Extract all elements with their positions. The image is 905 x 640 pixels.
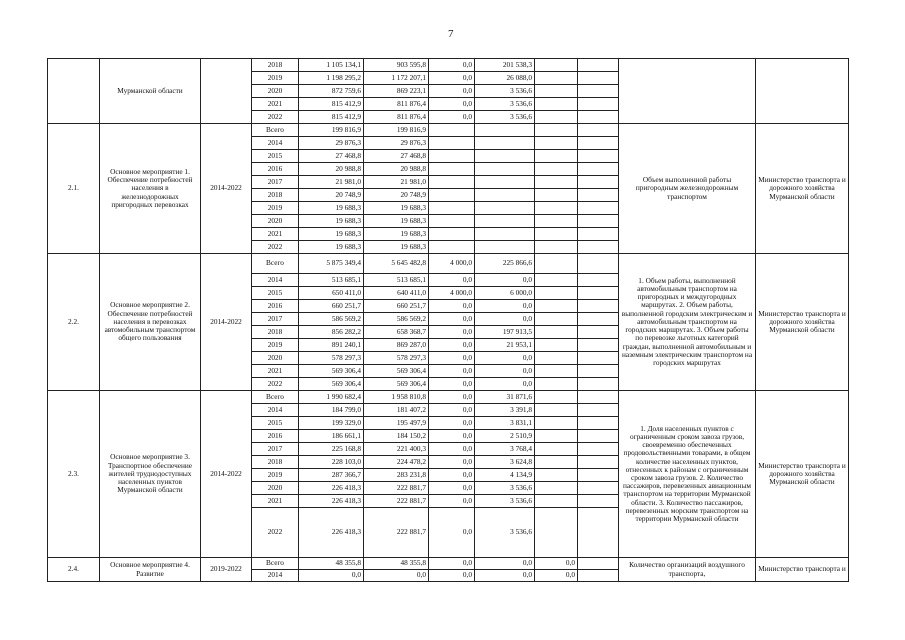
amount-cell: 660 251,7 (299, 300, 364, 313)
table-row (48, 254, 849, 274)
amount-cell: 19 688,3 (299, 241, 364, 254)
amount-cell: 283 231,8 (364, 469, 429, 482)
indicator-cell: 1. Доля населенных пунктов с ограниченным сроком завоза грузов, своевременно обеспеченных продовольственными товарами, в общем количестве населенных пунктов, отнесенных к районам с ограниченным сроком завоза грузов. 2. Количество пассажиров, перевезенных авиационным транспортом на территории Мурманской области. 3. Количество пассажиров, перевезенных морским транспортом на территории Мурманской области (619, 391, 756, 558)
amount-cell (475, 124, 535, 137)
amount-cell: 0,0 (429, 508, 475, 558)
empty-cell (578, 215, 619, 228)
year-cell: 2022 (252, 241, 299, 254)
amount-cell (535, 215, 578, 228)
amount-cell: 4 134,9 (475, 469, 535, 482)
amount-cell (535, 365, 578, 378)
activity-name: Основное мероприятие 2. Обеспечение потребностей населения в перевозках автомобильным транспортом общего пользования (100, 254, 201, 391)
year-cell: 2021 (252, 98, 299, 111)
amount-cell: 222 881,7 (364, 482, 429, 495)
responsible-cell (756, 59, 849, 124)
amount-cell: 569 306,4 (299, 378, 364, 391)
amount-cell: 0,0 (475, 352, 535, 365)
responsible-cell: Министерство транспорта и дорожного хозяйства Мурманской области (756, 124, 849, 254)
amount-cell: 3 536,6 (475, 111, 535, 124)
table-row (48, 558, 849, 570)
amount-cell (535, 228, 578, 241)
amount-cell: 27 468,8 (299, 150, 364, 163)
empty-cell (578, 570, 619, 582)
empty-cell (578, 313, 619, 326)
year-cell: 2021 (252, 228, 299, 241)
year-cell: 2019 (252, 339, 299, 352)
amount-cell: 48 355,8 (299, 558, 364, 570)
amount-cell: 578 297,3 (364, 352, 429, 365)
empty-cell (578, 456, 619, 469)
activity-number: 2.4. (48, 558, 100, 582)
year-cell: 2021 (252, 495, 299, 508)
year-cell: 2020 (252, 215, 299, 228)
empty-cell (578, 202, 619, 215)
year-cell: 2022 (252, 508, 299, 558)
empty-cell (578, 300, 619, 313)
amount-cell (535, 72, 578, 85)
amount-cell: 199 816,9 (299, 124, 364, 137)
amount-cell: 1 958 810,8 (364, 391, 429, 404)
amount-cell: 48 355,8 (364, 558, 429, 570)
amount-cell: 0,0 (475, 274, 535, 287)
amount-cell: 1 198 295,2 (299, 72, 364, 85)
empty-cell (578, 378, 619, 391)
year-cell: 2019 (252, 72, 299, 85)
amount-cell: 0,0 (429, 339, 475, 352)
amount-cell: 3 624,8 (475, 456, 535, 469)
amount-cell: 0,0 (535, 558, 578, 570)
amount-cell: 0,0 (475, 365, 535, 378)
empty-cell (578, 391, 619, 404)
amount-cell: 0,0 (475, 378, 535, 391)
amount-cell: 226 418,3 (299, 482, 364, 495)
empty-cell (578, 98, 619, 111)
amount-cell (475, 241, 535, 254)
amount-cell (535, 469, 578, 482)
activity-period: 2014-2022 (201, 124, 252, 254)
amount-cell: 19 688,3 (364, 202, 429, 215)
amount-cell: 640 411,0 (364, 287, 429, 300)
amount-cell: 0,0 (429, 417, 475, 430)
amount-cell: 3 536,6 (475, 495, 535, 508)
amount-cell: 20 988,8 (299, 163, 364, 176)
amount-cell: 221 400,3 (364, 443, 429, 456)
amount-cell: 0,0 (429, 391, 475, 404)
amount-cell (535, 176, 578, 189)
amount-cell: 19 688,3 (299, 202, 364, 215)
amount-cell: 0,0 (429, 365, 475, 378)
amount-cell: 658 368,7 (364, 326, 429, 339)
amount-cell: 0,0 (475, 313, 535, 326)
amount-cell (535, 163, 578, 176)
amount-cell: 199 329,0 (299, 417, 364, 430)
amount-cell (535, 98, 578, 111)
amount-cell: 0,0 (429, 111, 475, 124)
amount-cell: 0,0 (429, 404, 475, 417)
amount-cell (475, 150, 535, 163)
empty-cell (578, 443, 619, 456)
amount-cell: 224 478,2 (364, 456, 429, 469)
amount-cell: 0,0 (429, 378, 475, 391)
amount-cell: 20 748,9 (299, 189, 364, 202)
activity-number (48, 59, 100, 124)
amount-cell (535, 150, 578, 163)
amount-cell (535, 137, 578, 150)
year-cell: 2015 (252, 150, 299, 163)
indicator-cell: Количество организаций воздушного транспорта, (619, 558, 756, 582)
amount-cell (535, 352, 578, 365)
amount-cell: 3 391,8 (475, 404, 535, 417)
empty-cell (578, 482, 619, 495)
amount-cell (535, 59, 578, 72)
responsible-cell: Министерство транспорта и дорожного хозяйства Мурманской области (756, 254, 849, 391)
year-cell: 2018 (252, 59, 299, 72)
amount-cell (535, 495, 578, 508)
amount-cell (535, 404, 578, 417)
year-cell: Всего (252, 391, 299, 404)
amount-cell: 3 536,6 (475, 482, 535, 495)
year-cell: 2014 (252, 570, 299, 582)
amount-cell (429, 202, 475, 215)
empty-cell (578, 508, 619, 558)
amount-cell: 0,0 (429, 456, 475, 469)
amount-cell: 660 251,7 (364, 300, 429, 313)
amount-cell: 1 172 207,1 (364, 72, 429, 85)
amount-cell: 26 088,0 (475, 72, 535, 85)
amount-cell: 0,0 (429, 313, 475, 326)
empty-cell (578, 365, 619, 378)
amount-cell: 222 881,7 (364, 508, 429, 558)
activity-name: Основное мероприятие 1. Обеспечение потребностей населения в железнодорожных пригородных перевозках (100, 124, 201, 254)
empty-cell (578, 111, 619, 124)
year-cell: 2018 (252, 456, 299, 469)
year-cell: 2016 (252, 300, 299, 313)
amount-cell (535, 378, 578, 391)
amount-cell: 184 150,2 (364, 430, 429, 443)
activity-period: 2014-2022 (201, 391, 252, 558)
empty-cell (578, 72, 619, 85)
amount-cell: 0,0 (429, 59, 475, 72)
amount-cell: 19 688,3 (299, 215, 364, 228)
year-cell: 2017 (252, 443, 299, 456)
amount-cell: 225 168,8 (299, 443, 364, 456)
amount-cell: 181 407,2 (364, 404, 429, 417)
amount-cell: 5 875 349,4 (299, 254, 364, 274)
amount-cell (535, 417, 578, 430)
amount-cell: 0,0 (429, 72, 475, 85)
amount-cell: 0,0 (429, 352, 475, 365)
amount-cell: 3 536,6 (475, 98, 535, 111)
amount-cell: 287 366,7 (299, 469, 364, 482)
amount-cell (429, 189, 475, 202)
year-cell: 2020 (252, 85, 299, 98)
amount-cell: 3 536,6 (475, 508, 535, 558)
amount-cell (535, 326, 578, 339)
year-cell: 2018 (252, 326, 299, 339)
empty-cell (578, 287, 619, 300)
amount-cell: 0,0 (429, 558, 475, 570)
empty-cell (578, 137, 619, 150)
amount-cell (535, 287, 578, 300)
amount-cell (475, 189, 535, 202)
amount-cell (429, 124, 475, 137)
amount-cell (429, 241, 475, 254)
table-row (48, 59, 849, 72)
empty-cell (578, 254, 619, 274)
amount-cell: 31 871,6 (475, 391, 535, 404)
amount-cell: 0,0 (475, 300, 535, 313)
indicator-cell: Объем выполненной работы пригородным железнодорожным транспортом (619, 124, 756, 254)
amount-cell (535, 313, 578, 326)
empty-cell (578, 59, 619, 72)
amount-cell (535, 508, 578, 558)
amount-cell (535, 456, 578, 469)
empty-cell (578, 495, 619, 508)
amount-cell: 201 538,3 (475, 59, 535, 72)
empty-cell (578, 163, 619, 176)
amount-cell: 21 981,0 (364, 176, 429, 189)
amount-cell: 195 497,9 (364, 417, 429, 430)
amount-cell: 29 876,3 (364, 137, 429, 150)
amount-cell: 0,0 (475, 558, 535, 570)
year-cell: 2021 (252, 365, 299, 378)
amount-cell (429, 228, 475, 241)
responsible-cell: Министерство транспорта и (756, 558, 849, 582)
amount-cell (429, 150, 475, 163)
amount-cell (535, 339, 578, 352)
amount-cell (429, 137, 475, 150)
responsible-cell: Министерство транспорта и дорожного хозяйства Мурманской области (756, 391, 849, 558)
amount-cell: 0,0 (429, 85, 475, 98)
empty-cell (578, 189, 619, 202)
amount-cell: 2 510,9 (475, 430, 535, 443)
year-cell: 2014 (252, 274, 299, 287)
empty-cell (578, 124, 619, 137)
page-number: 7 (448, 28, 454, 40)
amount-cell: 650 411,0 (299, 287, 364, 300)
amount-cell (535, 482, 578, 495)
amount-cell (535, 300, 578, 313)
amount-cell (429, 176, 475, 189)
amount-cell: 0,0 (429, 274, 475, 287)
amount-cell (475, 202, 535, 215)
indicator-cell (619, 59, 756, 124)
activity-period (201, 59, 252, 124)
amount-cell: 20 748,9 (364, 189, 429, 202)
amount-cell: 872 759,6 (299, 85, 364, 98)
amount-cell: 513 685,1 (364, 274, 429, 287)
amount-cell: 0,0 (535, 570, 578, 582)
amount-cell (535, 241, 578, 254)
amount-cell (535, 189, 578, 202)
amount-cell: 222 881,7 (364, 495, 429, 508)
amount-cell: 0,0 (429, 98, 475, 111)
amount-cell: 226 418,3 (299, 508, 364, 558)
activity-period: 2019-2022 (201, 558, 252, 582)
amount-cell (535, 124, 578, 137)
amount-cell (535, 202, 578, 215)
amount-cell: 0,0 (429, 495, 475, 508)
amount-cell: 3 768,4 (475, 443, 535, 456)
amount-cell (475, 163, 535, 176)
amount-cell: 0,0 (429, 482, 475, 495)
amount-cell: 0,0 (475, 570, 535, 582)
amount-cell: 0,0 (429, 300, 475, 313)
year-cell: 2014 (252, 137, 299, 150)
empty-cell (578, 558, 619, 570)
amount-cell: 21 953,1 (475, 339, 535, 352)
year-cell: 2022 (252, 378, 299, 391)
amount-cell: 811 876,4 (364, 98, 429, 111)
empty-cell (578, 176, 619, 189)
empty-cell (578, 404, 619, 417)
activity-number: 2.3. (48, 391, 100, 558)
amount-cell (535, 274, 578, 287)
indicator-cell: 1. Объем работы, выполненной автомобильным транспортом на пригородных и междугородных маршрутах. 2. Объем работы, выполненной городским электрическим и автомобильным транспортом на городских маршрутах. 3. Объем работы по перевозке льготных категорий граждан, выполненной автомобильным и наземным электрическим транспортом на городских маршрутах (619, 254, 756, 391)
activity-name: Основное мероприятие 4. Развитие (100, 558, 201, 582)
amount-cell: 569 306,4 (364, 365, 429, 378)
empty-cell (578, 326, 619, 339)
empty-cell (578, 469, 619, 482)
amount-cell: 869 223,1 (364, 85, 429, 98)
amount-cell: 815 412,9 (299, 111, 364, 124)
amount-cell: 27 468,8 (364, 150, 429, 163)
amount-cell: 20 988,8 (364, 163, 429, 176)
amount-cell: 811 876,4 (364, 111, 429, 124)
table-row (48, 124, 849, 137)
year-cell: 2014 (252, 404, 299, 417)
amount-cell: 225 866,6 (475, 254, 535, 274)
amount-cell (475, 176, 535, 189)
table-row (48, 391, 849, 404)
amount-cell: 856 282,2 (299, 326, 364, 339)
year-cell: 2019 (252, 202, 299, 215)
amount-cell: 184 799,0 (299, 404, 364, 417)
amount-cell (535, 254, 578, 274)
amount-cell: 19 688,3 (364, 228, 429, 241)
amount-cell: 1 990 682,4 (299, 391, 364, 404)
amount-cell: 228 103,0 (299, 456, 364, 469)
amount-cell (535, 391, 578, 404)
amount-cell: 815 412,9 (299, 98, 364, 111)
amount-cell: 19 688,3 (364, 241, 429, 254)
amount-cell: 197 913,5 (475, 326, 535, 339)
year-cell: 2017 (252, 176, 299, 189)
empty-cell (578, 228, 619, 241)
empty-cell (578, 430, 619, 443)
amount-cell: 4 000,0 (429, 254, 475, 274)
amount-cell: 0,0 (429, 443, 475, 456)
amount-cell: 0,0 (364, 570, 429, 582)
amount-cell: 586 569,2 (299, 313, 364, 326)
amount-cell: 0,0 (429, 469, 475, 482)
amount-cell (535, 111, 578, 124)
empty-cell (578, 274, 619, 287)
amount-cell: 199 816,9 (364, 124, 429, 137)
amount-cell: 0,0 (429, 430, 475, 443)
activity-number: 2.2. (48, 254, 100, 391)
amount-cell: 903 595,8 (364, 59, 429, 72)
empty-cell (578, 352, 619, 365)
amount-cell: 578 297,3 (299, 352, 364, 365)
amount-cell: 19 688,3 (364, 215, 429, 228)
amount-cell: 891 240,1 (299, 339, 364, 352)
year-cell: Всего (252, 124, 299, 137)
year-cell: Всего (252, 254, 299, 274)
year-cell: 2016 (252, 430, 299, 443)
activity-period: 2014-2022 (201, 254, 252, 391)
amount-cell: 3 831,1 (475, 417, 535, 430)
year-cell: 2020 (252, 482, 299, 495)
amount-cell: 19 688,3 (299, 228, 364, 241)
year-cell: 2022 (252, 111, 299, 124)
amount-cell: 186 661,1 (299, 430, 364, 443)
activity-name: Основное мероприятие 3. Транспортное обеспечение жителей труднодоступных населенных пунктов Мурманской области (100, 391, 201, 558)
year-cell: 2017 (252, 313, 299, 326)
amount-cell: 569 306,4 (299, 365, 364, 378)
amount-cell: 569 306,4 (364, 378, 429, 391)
year-cell: 2020 (252, 352, 299, 365)
empty-cell (578, 85, 619, 98)
year-cell: 2019 (252, 469, 299, 482)
amount-cell (535, 430, 578, 443)
empty-cell (578, 417, 619, 430)
amount-cell (475, 215, 535, 228)
amount-cell: 0,0 (299, 570, 364, 582)
amount-cell: 4 000,0 (429, 287, 475, 300)
program-activities-table (47, 58, 849, 582)
amount-cell: 226 418,3 (299, 495, 364, 508)
empty-cell (578, 150, 619, 163)
empty-cell (578, 241, 619, 254)
amount-cell (475, 137, 535, 150)
amount-cell: 869 287,0 (364, 339, 429, 352)
empty-cell (578, 339, 619, 352)
amount-cell: 0,0 (429, 570, 475, 582)
amount-cell (429, 215, 475, 228)
amount-cell: 0,0 (429, 326, 475, 339)
amount-cell (535, 85, 578, 98)
amount-cell: 3 536,6 (475, 85, 535, 98)
amount-cell: 5 645 482,8 (364, 254, 429, 274)
year-cell: 2016 (252, 163, 299, 176)
amount-cell: 586 569,2 (364, 313, 429, 326)
amount-cell: 513 685,1 (299, 274, 364, 287)
amount-cell (429, 163, 475, 176)
year-cell: 2018 (252, 189, 299, 202)
amount-cell: 6 000,0 (475, 287, 535, 300)
amount-cell: 29 876,3 (299, 137, 364, 150)
activity-number: 2.1. (48, 124, 100, 254)
amount-cell (535, 443, 578, 456)
amount-cell: 21 981,0 (299, 176, 364, 189)
year-cell: 2015 (252, 287, 299, 300)
activity-name: Мурманской области (100, 59, 201, 124)
amount-cell (475, 228, 535, 241)
year-cell: Всего (252, 558, 299, 570)
year-cell: 2015 (252, 417, 299, 430)
amount-cell: 1 105 134,1 (299, 59, 364, 72)
